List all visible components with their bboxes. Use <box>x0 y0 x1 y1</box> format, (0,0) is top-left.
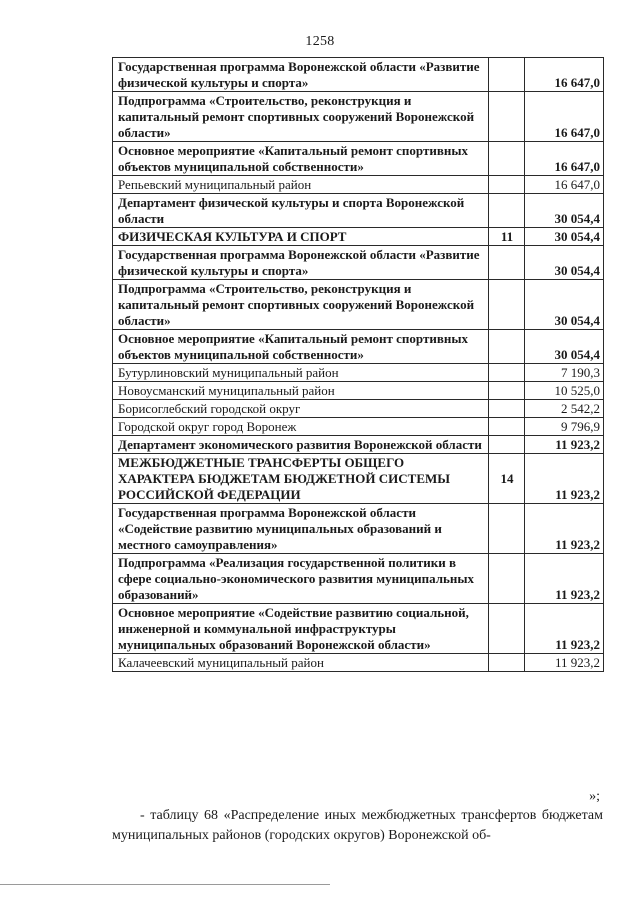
table-row <box>113 554 604 604</box>
row-section-cell <box>489 654 525 672</box>
row-amount-cell: 16 647,0 <box>525 58 604 92</box>
table-row <box>113 58 604 92</box>
row-name-cell: Подпрограмма «Реализация государственной политики в сфере социально-экономического развития муниципальных образований» <box>113 554 489 604</box>
row-name-cell: Подпрограмма «Строительство, реконструкция и капитальный ремонт спортивных сооружений Воронежской области» <box>113 92 489 142</box>
row-amount-cell: 11 923,2 <box>525 654 604 672</box>
closing-quote: »; <box>589 789 600 804</box>
row-section-cell <box>489 604 525 654</box>
row-name-cell: Основное мероприятие «Капитальный ремонт спортивных объектов муниципальной собственности» <box>113 330 489 364</box>
row-amount-cell: 30 054,4 <box>525 228 604 246</box>
row-name-cell: Государственная программа Воронежской области «Содействие развитию муниципальных образований и местного самоуправления» <box>113 504 489 554</box>
row-name-cell: Государственная программа Воронежской области «Развитие физической культуры и спорта» <box>113 58 489 92</box>
table-row <box>113 382 604 400</box>
row-section-cell <box>489 364 525 382</box>
table-row <box>113 330 604 364</box>
row-name-cell: Подпрограмма «Строительство, реконструкция и капитальный ремонт спортивных сооружений Воронежской области» <box>113 280 489 330</box>
row-amount-cell: 30 054,4 <box>525 280 604 330</box>
row-section-cell <box>489 436 525 454</box>
row-name-cell: Основное мероприятие «Капитальный ремонт спортивных объектов муниципальной собственности» <box>113 142 489 176</box>
row-name-cell: Департамент физической культуры и спорта Воронежской области <box>113 194 489 228</box>
page-number: 1258 <box>305 34 335 49</box>
table-row <box>113 280 604 330</box>
row-amount-cell: 16 647,0 <box>525 176 604 194</box>
row-section-cell: 14 <box>489 454 525 504</box>
table-row <box>113 228 604 246</box>
row-amount-cell: 30 054,4 <box>525 194 604 228</box>
table-row <box>113 246 604 280</box>
row-name-cell: Основное мероприятие «Содействие развитию социальной, инженерной и коммунальной инфраструктуры муниципальных образований Воронежской области» <box>113 604 489 654</box>
row-section-cell <box>489 554 525 604</box>
table-row <box>113 400 604 418</box>
row-name-cell: Борисоглебский городской округ <box>113 400 489 418</box>
row-name-cell: ФИЗИЧЕСКАЯ КУЛЬТУРА И СПОРТ <box>113 228 489 246</box>
row-name-cell: Департамент экономического развития Воронежской области <box>113 436 489 454</box>
row-section-cell <box>489 142 525 176</box>
row-amount-cell: 16 647,0 <box>525 92 604 142</box>
table-row <box>113 364 604 382</box>
table-row <box>113 176 604 194</box>
row-amount-cell: 11 923,2 <box>525 604 604 654</box>
row-section-cell <box>489 400 525 418</box>
row-section-cell <box>489 176 525 194</box>
table-row <box>113 194 604 228</box>
row-name-cell: Репьевский муниципальный район <box>113 176 489 194</box>
row-section-cell <box>489 504 525 554</box>
row-amount-cell: 16 647,0 <box>525 142 604 176</box>
table-row <box>113 92 604 142</box>
row-name-cell: Городской округ город Воронеж <box>113 418 489 436</box>
row-amount-cell: 30 054,4 <box>525 330 604 364</box>
row-amount-cell: 11 923,2 <box>525 504 604 554</box>
row-amount-cell: 7 190,3 <box>525 364 604 382</box>
row-section-cell <box>489 280 525 330</box>
row-amount-cell: 9 796,9 <box>525 418 604 436</box>
table-row <box>113 418 604 436</box>
row-section-cell: 11 <box>489 228 525 246</box>
row-section-cell <box>489 194 525 228</box>
table-row <box>113 454 604 504</box>
row-amount-cell: 11 923,2 <box>525 454 604 504</box>
row-section-cell <box>489 92 525 142</box>
row-section-cell <box>489 246 525 280</box>
table-row <box>113 436 604 454</box>
table-row <box>113 604 604 654</box>
table-row <box>113 654 604 672</box>
budget-table <box>112 57 604 672</box>
body-paragraph: - таблицу 68 «Распределение иных межбюджетных трансфертов бюджетам муниципальных районов (городских округов) Воронежской об- <box>112 808 603 843</box>
row-section-cell <box>489 418 525 436</box>
row-section-cell <box>489 382 525 400</box>
row-amount-cell: 11 923,2 <box>525 554 604 604</box>
row-amount-cell: 11 923,2 <box>525 436 604 454</box>
row-name-cell: Новоусманский муниципальный район <box>113 382 489 400</box>
row-amount-cell: 10 525,0 <box>525 382 604 400</box>
row-name-cell: Бутурлиновский муниципальный район <box>113 364 489 382</box>
row-section-cell <box>489 58 525 92</box>
table-body <box>113 58 604 672</box>
row-amount-cell: 30 054,4 <box>525 246 604 280</box>
row-section-cell <box>489 330 525 364</box>
table-row <box>113 504 604 554</box>
row-name-cell: Калачеевский муниципальный район <box>113 654 489 672</box>
row-amount-cell: 2 542,2 <box>525 400 604 418</box>
row-name-cell: Государственная программа Воронежской области «Развитие физической культуры и спорта» <box>113 246 489 280</box>
bottom-rule <box>0 884 330 885</box>
row-name-cell: МЕЖБЮДЖЕТНЫЕ ТРАНСФЕРТЫ ОБЩЕГО ХАРАКТЕРА БЮДЖЕТАМ БЮДЖЕТНОЙ СИСТЕМЫ РОССИЙСКОЙ ФЕДЕРАЦИИ <box>113 454 489 504</box>
table-row <box>113 142 604 176</box>
